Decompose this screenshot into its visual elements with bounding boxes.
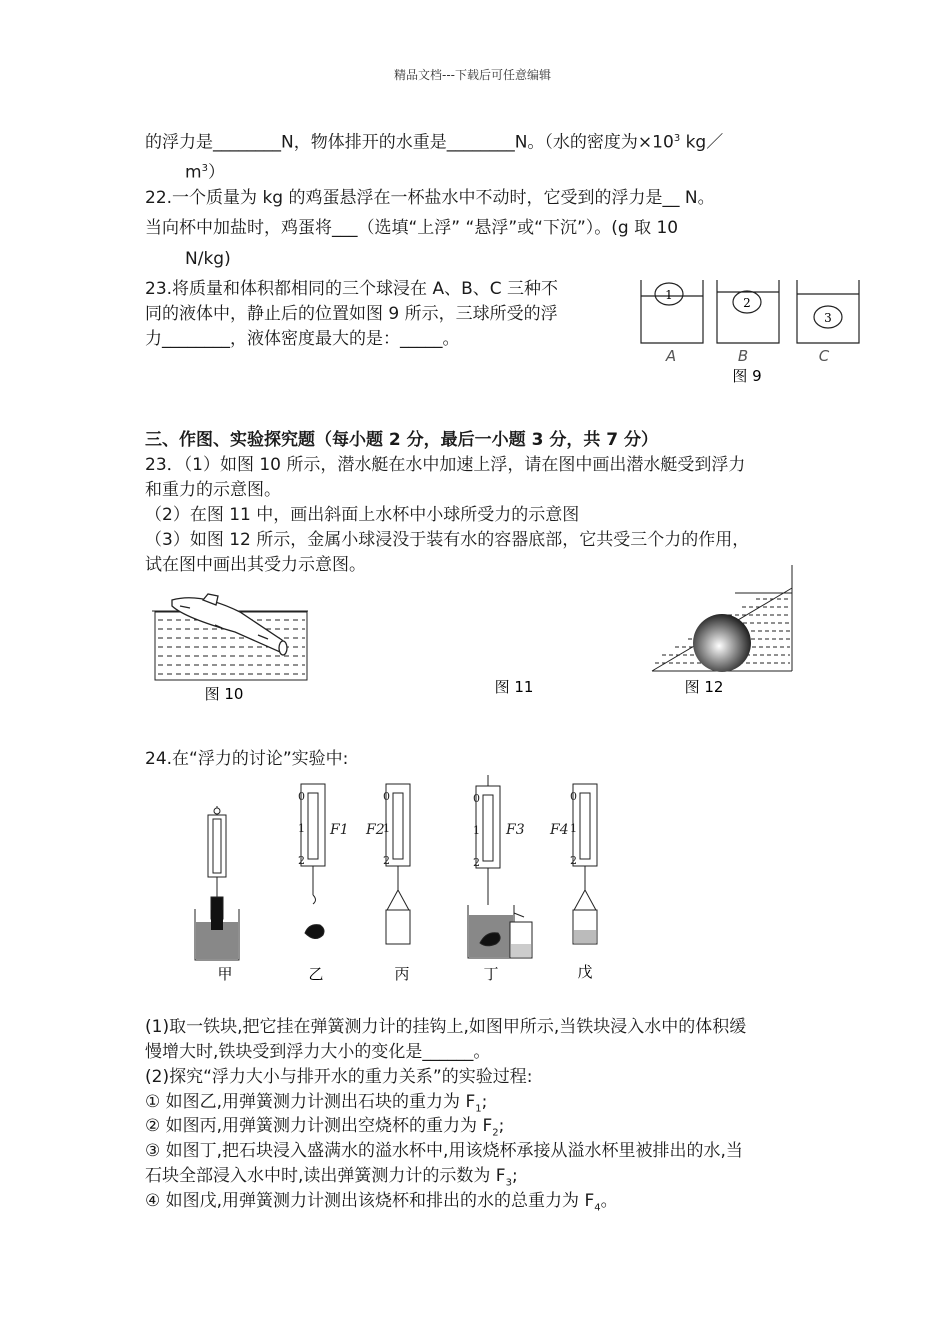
q22-line1: 22.一个质量为 kg 的鸡蛋悬浮在一杯盐水中不动时，它受到的浮力是__ N。 <box>145 188 715 208</box>
wu-tick-2: 2 <box>570 854 577 867</box>
bing-tick-1: 1 <box>383 822 390 835</box>
bing-tick-0: 0 <box>383 790 390 803</box>
wu-tick-0: 0 <box>570 790 577 803</box>
label-bing: 丙 <box>394 965 410 983</box>
ball-3-label: 3 <box>824 311 832 325</box>
page-header: 精品文档---下载后可任意编辑 <box>394 68 551 82</box>
wu-tick-1: 1 <box>570 822 577 835</box>
q22-line3: N/kg) <box>185 249 231 269</box>
label-ding: 丁 <box>483 965 499 983</box>
bing-tick-2: 2 <box>383 854 390 867</box>
q21-unit: m <box>185 162 202 183</box>
q24-p1-line1: (1)取一铁块,把它挂在弹簧测力计的挂钩上,如图甲所示,当铁块浸入水中的体积缓 <box>145 1017 747 1037</box>
step2-text: ② 如图丙,用弹簧测力计测出空烧杯的重力为 F <box>145 1116 493 1136</box>
ding-tick-1: 1 <box>473 824 480 837</box>
yi-tick-2: 2 <box>298 854 305 867</box>
step3-text: 石块全部浸入水中时,读出弹簧测力计的示数为 F <box>145 1166 506 1186</box>
q24-step4 <box>145 1189 618 1220</box>
step4-end: 。 <box>600 1191 618 1211</box>
step4-sub: 4 <box>594 1202 601 1214</box>
ding-tick-2: 2 <box>473 856 480 869</box>
force-f3: F3 <box>506 822 525 838</box>
q24-p1-line2: 慢增大时,铁块受到浮力大小的变化是______。 <box>145 1042 491 1062</box>
label-wu: 戊 <box>577 963 593 981</box>
step2-end: ; <box>498 1116 505 1136</box>
step1-text: ① 如图乙,用弹簧测力计测出石块的重力为 F <box>145 1092 476 1112</box>
q21-text: 的浮力是________N，物体排开的水重是________N。（水的密度为×10 <box>145 132 674 153</box>
q23-part2: （2）在图 11 中，画出斜面上水杯中小球所受力的示意图 <box>145 505 580 525</box>
force-f1: F1 <box>330 822 349 838</box>
scale-jia <box>195 806 239 960</box>
ball-1-label: 1 <box>665 288 673 302</box>
yi-tick-0: 0 <box>298 790 305 803</box>
q22-line2: 当向杯中加盐时，鸡蛋将___（选填“上浮” “悬浮”或“下沉”）。(g 取 10 <box>145 218 679 238</box>
q23-part3-line2: 试在图中画出其受力示意图。 <box>145 555 366 575</box>
q24-p2: (2)探究“浮力大小与排开水的重力关系”的实验过程: <box>145 1067 533 1087</box>
fig12-caption: 图 12 <box>684 678 724 696</box>
fig10-caption: 图 10 <box>204 685 244 703</box>
step1-end: ; <box>481 1092 488 1112</box>
step4-text: ④ 如图戊,用弹簧测力计测出该烧杯和排出的水的总重力为 F <box>145 1191 595 1211</box>
label-yi: 乙 <box>308 965 324 983</box>
fig9-caption: 图 9 <box>732 367 762 385</box>
force-f2: F2 <box>366 822 385 838</box>
q24-title: 24.在“浮力的讨论”实验中: <box>145 749 349 769</box>
q24-step3-line1: ③ 如图丁,把石块浸入盛满水的溢水杯中,用该烧杯承接从溢水杯里被排出的水,当 <box>145 1141 743 1161</box>
step3-sub: 3 <box>505 1177 512 1189</box>
section3-heading: 三、作图、实验探究题（每小题 2 分，最后一小题 3 分，共 7 分） <box>145 430 658 450</box>
q23-part3-line1: （3）如图 12 所示，金属小球浸没于装有水的容器底部，它共受三个力的作用， <box>145 530 750 550</box>
ball-2-label: 2 <box>743 296 751 310</box>
label-jia: 甲 <box>217 965 233 983</box>
force-f4: F4 <box>550 822 569 838</box>
q23a-line1: 23.将质量和体积都相同的三个球浸在 A、B、C 三种不 <box>145 279 559 299</box>
label-a: A <box>665 347 677 365</box>
q21-close: ） <box>207 162 225 183</box>
yi-tick-1: 1 <box>298 822 305 835</box>
q21-exp: 3 <box>673 133 681 144</box>
fig11-caption: 图 11 <box>494 678 534 696</box>
ding-tick-0: 0 <box>473 792 480 805</box>
q21-unit-exp: 3 <box>201 163 208 174</box>
step2-sub: 2 <box>492 1127 499 1139</box>
q23a-line2: 同的液体中，静止后的位置如图 9 所示，三球所受的浮 <box>145 304 558 324</box>
step1-sub: 1 <box>475 1103 482 1115</box>
q21-text-end: kg／ <box>680 132 724 153</box>
step3-end: ; <box>511 1166 518 1186</box>
label-c: C <box>818 347 830 365</box>
q23a-line3: 力________，液体密度最大的是：_____。 <box>145 329 460 349</box>
label-b: B <box>737 347 749 365</box>
q23-part1-line2: 和重力的示意图。 <box>145 480 281 500</box>
q23-part1-line1: 23．（1）如图 10 所示，潜水艇在水中加速上浮，请在图中画出潜水艇受到浮力 <box>145 455 746 475</box>
